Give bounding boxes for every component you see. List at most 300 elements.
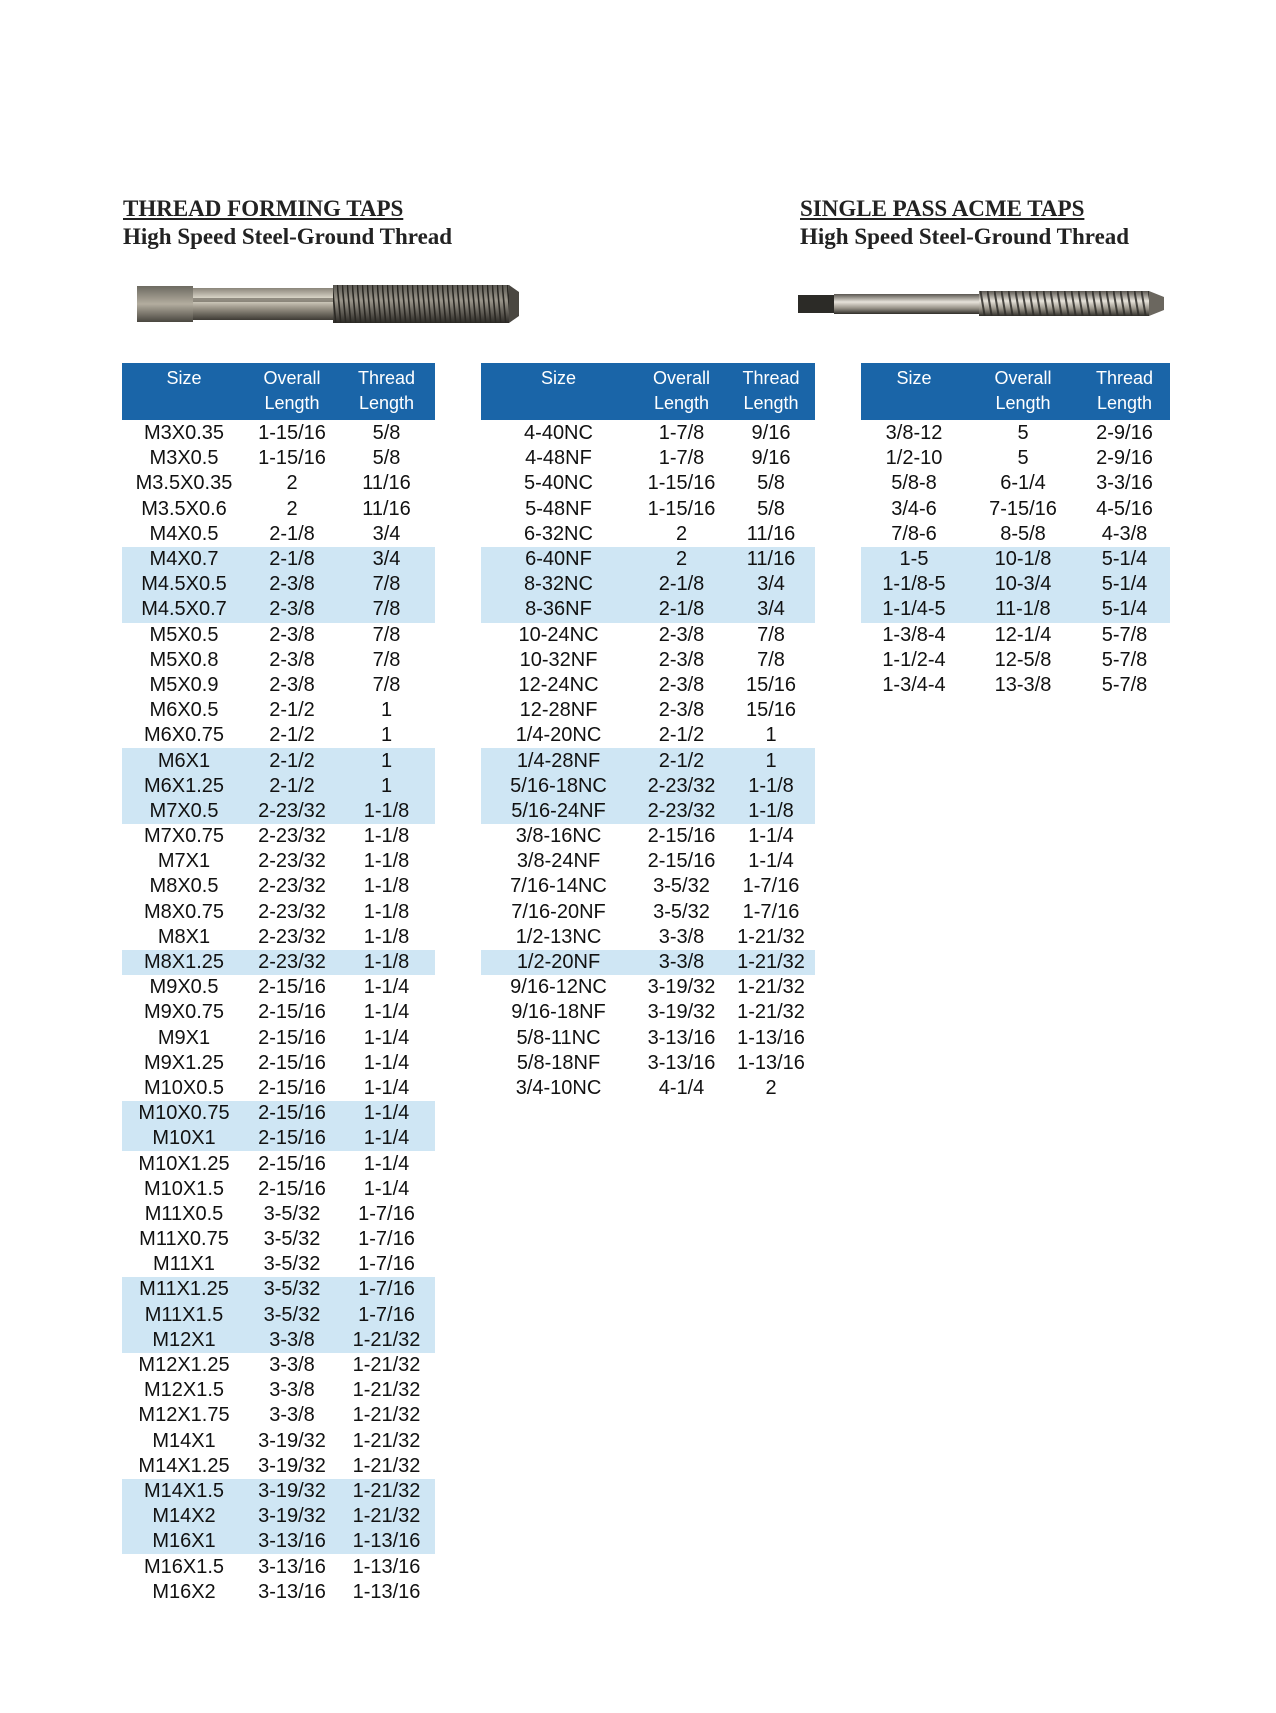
left-heading — [123, 195, 452, 251]
thread-length-cell: 1-7/16 — [742, 875, 800, 898]
overall-length-cell: 3-3/8 — [246, 1328, 338, 1353]
table-header-row — [122, 363, 435, 420]
thread-length-cell: 1 — [338, 774, 435, 799]
overall-length-cell: 10-1/8 — [967, 547, 1079, 572]
thread-length-cell: 7/8 — [372, 648, 401, 671]
thread-length-cell: 1 — [727, 748, 815, 773]
size-cell: M7X1 — [157, 850, 211, 873]
overall-length-cell: 3-13/16 — [258, 1555, 326, 1578]
thread-length-cell: 1-1/4 — [363, 1026, 410, 1049]
size-cell: M9X0.5 — [149, 976, 219, 999]
size-cell: M12X1 — [122, 1328, 246, 1353]
table-row — [122, 597, 435, 622]
thread-length-cell: 3/4 — [338, 547, 435, 572]
table-row — [861, 471, 1170, 496]
size-cell: M8X0.5 — [149, 875, 219, 898]
overall-length-cell: 6-1/4 — [1000, 472, 1046, 495]
table-row — [861, 497, 1170, 522]
table-row — [122, 723, 435, 748]
table-row — [122, 1303, 435, 1328]
size-cell: 5-40NC — [524, 472, 593, 495]
table-row — [481, 1076, 815, 1101]
table-row — [122, 925, 435, 950]
size-cell: M3X0.35 — [143, 422, 225, 445]
column-header-thread-length: Thread Length — [1079, 363, 1170, 420]
table-row — [122, 1479, 435, 1504]
inch-thread-forming-table — [481, 363, 815, 1101]
overall-length-cell: 3-19/32 — [246, 1504, 338, 1529]
table-row — [861, 648, 1170, 673]
size-cell: 12-24NC — [518, 673, 599, 696]
thread-length-cell: 2-9/16 — [1096, 447, 1153, 470]
thread-length-cell: 1 — [380, 699, 393, 722]
size-cell: 3/4-6 — [891, 497, 937, 520]
table-row — [122, 547, 435, 572]
table-row — [481, 774, 815, 799]
size-cell: 1/2-13NC — [515, 925, 602, 948]
table-row — [861, 547, 1170, 572]
column-header-size: Size — [481, 363, 636, 420]
thread-length-cell: 1-13/16 — [338, 1529, 435, 1554]
table-row — [122, 1529, 435, 1554]
size-cell: M7X0.75 — [143, 825, 225, 848]
table-row — [861, 446, 1170, 471]
overall-length-cell: 2-1/8 — [636, 572, 727, 597]
size-cell: M6X1 — [122, 748, 246, 773]
thread-length-cell: 11/16 — [727, 547, 815, 572]
thread-length-cell: 5/8 — [372, 447, 401, 470]
overall-length-cell: 1-15/16 — [647, 472, 716, 495]
overall-length-cell: 2-3/8 — [658, 648, 705, 671]
size-cell: M5X0.5 — [149, 623, 219, 646]
size-cell: 1-3/4-4 — [882, 673, 946, 696]
thread-length-cell: 1-21/32 — [352, 1454, 421, 1477]
size-cell: M8X1 — [157, 925, 211, 948]
overall-length-cell: 2-3/8 — [269, 648, 315, 671]
overall-length-cell: 2-1/2 — [269, 724, 315, 747]
thread-length-cell: 1-1/4 — [363, 1177, 410, 1200]
size-cell: M10X1 — [122, 1126, 246, 1151]
overall-length-cell: 2-23/32 — [258, 875, 326, 898]
thread-length-cell: 1-1/8 — [363, 875, 410, 898]
size-cell: M6X0.75 — [143, 724, 225, 747]
thread-length-cell: 1-1/4 — [748, 850, 794, 873]
overall-length-cell: 2-3/8 — [658, 623, 705, 646]
size-cell: 3/8-12 — [885, 422, 943, 445]
thread-length-cell: 1-1/4 — [338, 1101, 435, 1126]
thread-length-cell: 1-1/4 — [748, 825, 794, 848]
thread-length-cell: 1-1/8 — [363, 850, 410, 873]
table-row — [481, 572, 815, 597]
size-cell: M14X1.25 — [138, 1454, 230, 1477]
size-cell: 10-24NC — [518, 623, 599, 646]
table-row — [122, 522, 435, 547]
table-row — [861, 597, 1170, 622]
overall-length-cell: 3-5/32 — [263, 1253, 321, 1276]
size-cell: M6X1.25 — [122, 774, 246, 799]
thread-length-cell: 3/4 — [727, 572, 815, 597]
thread-length-cell: 1 — [765, 724, 777, 747]
table-row — [481, 950, 815, 975]
overall-length-cell: 1-7/8 — [658, 422, 705, 445]
table-row — [481, 446, 815, 471]
size-cell: M11X1 — [153, 1253, 215, 1276]
table-row — [122, 1151, 435, 1176]
thread-length-cell: 1-13/16 — [352, 1580, 421, 1603]
overall-length-cell: 3-3/8 — [636, 950, 727, 975]
thread-length-cell: 1-7/16 — [358, 1228, 415, 1251]
overall-length-cell: 2-15/16 — [258, 1051, 326, 1074]
size-cell: M9X0.75 — [143, 1001, 225, 1024]
size-cell: M12X1.25 — [138, 1354, 230, 1377]
thread-length-cell: 1-7/16 — [358, 1202, 415, 1225]
overall-length-cell: 2-23/32 — [636, 774, 727, 799]
overall-length-cell: 5 — [1017, 422, 1029, 445]
table-row — [481, 799, 815, 824]
table-row — [481, 1000, 815, 1025]
overall-length-cell: 2-23/32 — [258, 925, 326, 948]
thread-length-cell: 5-7/8 — [1101, 623, 1148, 646]
column-header-thread-length: Thread Length — [727, 363, 815, 420]
size-cell: M8X1.25 — [122, 950, 246, 975]
thread-length-cell: 1-21/32 — [352, 1429, 421, 1452]
thread-length-cell: 1-7/16 — [338, 1277, 435, 1302]
size-cell: 6-32NC — [524, 522, 593, 545]
overall-length-cell: 2 — [675, 522, 688, 545]
thread-length-cell: 9/16 — [751, 422, 791, 445]
overall-length-cell: 12-5/8 — [994, 648, 1052, 671]
thread-length-cell: 4-5/16 — [1096, 497, 1153, 520]
size-cell: M16X2 — [152, 1580, 216, 1603]
table-row — [481, 673, 815, 698]
size-cell: M10X0.75 — [122, 1101, 246, 1126]
thread-length-cell: 11/16 — [362, 472, 411, 495]
size-cell: 7/8-6 — [891, 522, 937, 545]
table-row — [122, 900, 435, 925]
thread-length-cell: 15/16 — [745, 699, 797, 722]
metric-thread-forming-table — [122, 363, 435, 1605]
table-row — [481, 1026, 815, 1051]
overall-length-cell: 3-3/8 — [269, 1354, 315, 1377]
table-row — [481, 925, 815, 950]
table-row — [122, 623, 435, 648]
size-cell: 4-40NC — [524, 422, 593, 445]
thread-length-cell: 7/8 — [338, 597, 435, 622]
thread-length-cell: 1-1/8 — [338, 799, 435, 824]
overall-length-cell: 2 — [286, 472, 298, 495]
thread-length-cell: 7/8 — [757, 648, 785, 671]
size-cell: M4.5X0.5 — [122, 572, 246, 597]
overall-length-cell: 3-3/8 — [269, 1404, 315, 1427]
thread-length-cell: 1-1/4 — [363, 976, 410, 999]
table-row — [122, 1454, 435, 1479]
size-cell: M16X1.5 — [143, 1555, 225, 1578]
overall-length-cell: 2-3/8 — [658, 699, 705, 722]
table-row — [861, 420, 1170, 446]
thread-length-cell: 3/4 — [727, 597, 815, 622]
thread-length-cell: 5-1/4 — [1079, 597, 1170, 622]
thread-length-cell: 9/16 — [751, 447, 791, 470]
thread-length-cell: 11/16 — [746, 522, 796, 545]
thread-length-cell: 1-21/32 — [338, 1328, 435, 1353]
thread-length-cell: 2-9/16 — [1096, 422, 1153, 445]
overall-length-cell: 2-23/32 — [258, 850, 326, 873]
thread-length-cell: 5/8 — [372, 422, 401, 445]
overall-length-cell: 3-5/32 — [263, 1228, 321, 1251]
overall-length-cell: 12-1/4 — [994, 623, 1052, 646]
overall-length-cell: 2-15/16 — [246, 1126, 338, 1151]
acme-table — [861, 363, 1170, 698]
table-row — [122, 1177, 435, 1202]
table-row — [481, 874, 815, 899]
size-cell: M11X0.75 — [139, 1228, 229, 1251]
overall-length-cell: 3-19/32 — [647, 976, 716, 999]
thread-length-cell: 1-1/8 — [727, 799, 815, 824]
table-row — [122, 1227, 435, 1252]
size-cell: 1-1/4-5 — [861, 597, 967, 622]
table-row — [122, 774, 435, 799]
table-row — [122, 1000, 435, 1025]
overall-length-cell: 2-15/16 — [258, 1177, 326, 1200]
size-cell: M12X1.5 — [143, 1379, 225, 1402]
overall-length-cell: 2 — [286, 497, 298, 520]
size-cell: M12X1.75 — [138, 1404, 230, 1427]
thread-length-cell: 1-21/32 — [352, 1379, 421, 1402]
overall-length-cell: 2-3/8 — [269, 673, 315, 696]
size-cell: 7/16-14NC — [510, 875, 607, 898]
table-row — [122, 950, 435, 975]
overall-length-cell: 2-1/8 — [269, 522, 315, 545]
overall-length-cell: 1-7/8 — [658, 447, 705, 470]
thread-length-cell: 1 — [338, 748, 435, 773]
size-cell: 3/8-24NF — [516, 850, 601, 873]
table-row — [481, 900, 815, 925]
size-cell: M10X1.5 — [143, 1177, 225, 1200]
table-row — [481, 723, 815, 748]
size-cell: 5/16-18NC — [481, 774, 636, 799]
column-header-overall-length: Overall Length — [636, 363, 727, 420]
size-cell: 9/16-12NC — [510, 976, 607, 999]
overall-length-cell: 2-15/16 — [258, 1001, 326, 1024]
thread-length-cell: 1-1/4 — [338, 1126, 435, 1151]
table-row — [122, 1101, 435, 1126]
table-row — [122, 1429, 435, 1454]
overall-length-cell: 2 — [636, 547, 727, 572]
table-row — [122, 1252, 435, 1277]
thread-length-cell: 5/8 — [757, 497, 785, 520]
table-row — [122, 748, 435, 773]
overall-length-cell: 2-15/16 — [647, 825, 716, 848]
overall-length-cell: 5 — [1017, 447, 1029, 470]
right-section-subtitle: High Speed Steel-Ground Thread — [800, 224, 1130, 249]
overall-length-cell: 3-3/8 — [658, 925, 705, 948]
table-row — [122, 1504, 435, 1529]
table-row — [481, 522, 815, 547]
left-section-title: THREAD FORMING TAPS — [123, 196, 404, 221]
overall-length-cell: 2-1/2 — [658, 724, 705, 747]
table-row — [481, 497, 815, 522]
size-cell: 4-48NF — [525, 447, 592, 470]
thread-length-cell: 5-7/8 — [1101, 648, 1148, 671]
table-row — [122, 673, 435, 698]
overall-length-cell: 2-1/2 — [269, 699, 315, 722]
overall-length-cell: 3-19/32 — [258, 1454, 326, 1477]
size-cell: 5/8-8 — [891, 472, 937, 495]
thread-length-cell: 3/4 — [372, 522, 401, 545]
thread-length-cell: 1-1/8 — [727, 774, 815, 799]
thread-length-cell: 1-1/8 — [338, 950, 435, 975]
table-row — [481, 420, 815, 446]
table-row — [122, 1378, 435, 1403]
size-cell: 9/16-18NF — [511, 1001, 606, 1024]
thread-length-cell: 1-21/32 — [737, 976, 805, 999]
thread-length-cell: 5-1/4 — [1079, 572, 1170, 597]
column-header-size: Size — [861, 363, 967, 420]
overall-length-cell: 2-23/32 — [246, 799, 338, 824]
table-row — [122, 572, 435, 597]
size-cell: M11X1.5 — [122, 1303, 246, 1328]
table-row — [122, 648, 435, 673]
overall-length-cell: 3-5/32 — [653, 875, 710, 898]
thread-length-cell: 1-13/16 — [737, 1051, 805, 1074]
table-row — [122, 420, 435, 446]
table-row — [481, 698, 815, 723]
table-row — [481, 975, 815, 1000]
thread-length-cell: 1-21/32 — [352, 1404, 421, 1427]
thread-length-cell: 5/8 — [757, 472, 785, 495]
overall-length-cell: 2-1/2 — [636, 748, 727, 773]
overall-length-cell: 2-3/8 — [246, 572, 338, 597]
table-row — [122, 874, 435, 899]
table-row — [122, 446, 435, 471]
thread-length-cell: 1-21/32 — [338, 1504, 435, 1529]
overall-length-cell: 2-15/16 — [258, 976, 326, 999]
table-row — [481, 471, 815, 496]
right-heading — [800, 195, 1129, 251]
size-cell: 1/4-28NF — [481, 748, 636, 773]
size-cell: 5/8-18NF — [516, 1051, 601, 1074]
overall-length-cell: 2-3/8 — [658, 673, 705, 696]
overall-length-cell: 1-15/16 — [258, 422, 326, 445]
size-cell: 5/16-24NF — [481, 799, 636, 824]
thread-length-cell: 7/8 — [372, 673, 401, 696]
table-row — [122, 1554, 435, 1579]
thread-length-cell: 1-7/16 — [742, 900, 800, 923]
size-cell: 8-32NC — [481, 572, 636, 597]
thread-forming-tap-image — [137, 282, 519, 326]
size-cell: 1/2-10 — [885, 447, 943, 470]
thread-length-cell: 1-7/16 — [338, 1303, 435, 1328]
overall-length-cell: 3-13/16 — [246, 1529, 338, 1554]
thread-length-cell: 1-21/32 — [737, 1001, 805, 1024]
table-header-row — [481, 363, 815, 420]
thread-length-cell: 1-1/4 — [363, 1152, 410, 1175]
table-row — [122, 975, 435, 1000]
size-cell: M10X1.25 — [138, 1152, 230, 1175]
overall-length-cell: 3-19/32 — [647, 1001, 716, 1024]
table-row — [122, 799, 435, 824]
size-cell: M9X1 — [157, 1026, 211, 1049]
thread-length-cell: 4-3/8 — [1101, 522, 1148, 545]
table-header-row — [861, 363, 1170, 420]
size-cell: 1-1/8-5 — [861, 572, 967, 597]
table-row — [122, 1126, 435, 1151]
thread-length-cell: 7/8 — [338, 572, 435, 597]
overall-length-cell: 3-5/32 — [263, 1202, 321, 1225]
thread-length-cell: 1-1/4 — [363, 1001, 410, 1024]
thread-length-cell: 1-13/16 — [737, 1026, 805, 1049]
overall-length-cell: 1-15/16 — [258, 447, 326, 470]
table-row — [861, 522, 1170, 547]
thread-length-cell: 11/16 — [362, 497, 411, 520]
thread-length-cell: 1-21/32 — [727, 950, 815, 975]
table-row — [122, 698, 435, 723]
size-cell: M8X0.75 — [143, 900, 225, 923]
thread-length-cell: 1-1/8 — [363, 925, 410, 948]
column-header-size: Size — [122, 363, 246, 420]
thread-length-cell: 1-1/4 — [363, 1051, 410, 1074]
table-row — [481, 597, 815, 622]
table-row — [122, 1202, 435, 1227]
thread-length-cell: 1-21/32 — [737, 925, 805, 948]
size-cell: 5-48NF — [525, 497, 592, 520]
overall-length-cell: 3-13/16 — [647, 1026, 716, 1049]
thread-length-cell: 5-7/8 — [1101, 673, 1148, 696]
table-row — [122, 1051, 435, 1076]
thread-length-cell: 1-7/16 — [358, 1253, 415, 1276]
table-row — [861, 623, 1170, 648]
overall-length-cell: 3-13/16 — [258, 1580, 326, 1603]
overall-length-cell: 2-3/8 — [246, 597, 338, 622]
size-cell: M7X0.5 — [122, 799, 246, 824]
overall-length-cell: 2-1/2 — [246, 774, 338, 799]
size-cell: 5/8-11NC — [516, 1026, 601, 1049]
left-section-subtitle: High Speed Steel-Ground Thread — [123, 224, 453, 249]
overall-length-cell: 2-1/8 — [636, 597, 727, 622]
table-row — [122, 1026, 435, 1051]
table-row — [122, 1076, 435, 1101]
thread-length-cell: 7/8 — [372, 623, 401, 646]
table-row — [122, 849, 435, 874]
size-cell: 10-32NF — [519, 648, 598, 671]
overall-length-cell: 3-19/32 — [246, 1479, 338, 1504]
table-row — [481, 648, 815, 673]
size-cell: M3.5X0.6 — [141, 497, 227, 520]
overall-length-cell: 10-3/4 — [967, 572, 1079, 597]
overall-length-cell: 8-5/8 — [1000, 522, 1046, 545]
size-cell: M4X0.7 — [122, 547, 246, 572]
thread-length-cell: 1-1/8 — [363, 825, 410, 848]
table-row — [122, 1328, 435, 1353]
table-row — [481, 748, 815, 773]
table-row — [122, 497, 435, 522]
overall-length-cell: 3-13/16 — [647, 1051, 716, 1074]
thread-length-cell: 5-1/4 — [1079, 547, 1170, 572]
overall-length-cell: 4-1/4 — [658, 1076, 705, 1099]
table-row — [122, 824, 435, 849]
size-cell: 12-28NF — [519, 699, 598, 722]
overall-length-cell: 7-15/16 — [989, 497, 1057, 520]
size-cell: 3/4-10NC — [515, 1076, 602, 1099]
overall-length-cell: 3-5/32 — [246, 1277, 338, 1302]
overall-length-cell: 1-15/16 — [647, 497, 716, 520]
overall-length-cell: 2-15/16 — [258, 1026, 326, 1049]
thread-length-cell: 1-1/4 — [363, 1076, 410, 1099]
overall-length-cell: 2-23/32 — [258, 900, 326, 923]
size-cell: M11X1.25 — [122, 1277, 246, 1302]
overall-length-cell: 11-1/8 — [967, 597, 1079, 622]
table-row — [122, 1580, 435, 1605]
